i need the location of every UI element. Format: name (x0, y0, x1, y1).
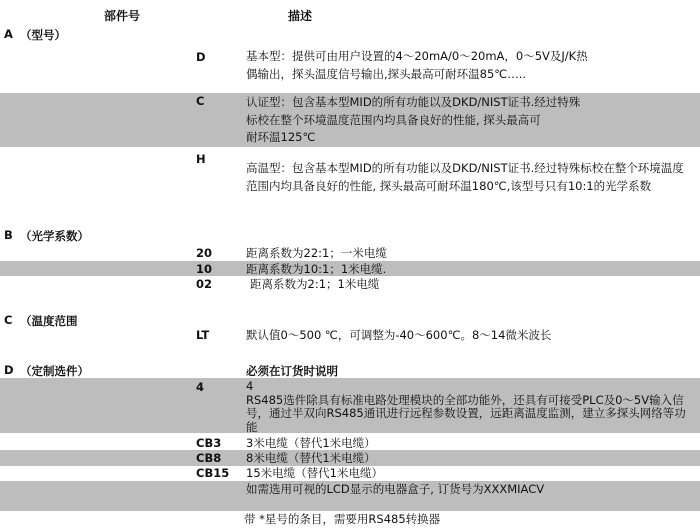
cable-code-cb15: CB15 (196, 466, 230, 480)
model-code-c: C (196, 94, 205, 108)
cable-desc-cb3: 3米电缆（替代1米电缆） (246, 436, 376, 450)
section-a-letter: A (4, 27, 13, 41)
section-b-title: （光学系数） (20, 229, 89, 243)
optics-desc-02: 距离系数为2:1；1米电缆 (250, 277, 380, 291)
optics-code-20: 20 (196, 246, 213, 260)
footnote-rs485: 带 *星号的条目，需要用RS485转换器 (244, 512, 441, 526)
model-code-h: H (196, 152, 206, 166)
cable-desc-cb8: 8米电缆（替代1米电缆） (246, 451, 376, 465)
option-desc-4: 4 RS485选件除具有标准电路处理模块的全部功能外，还具有可接受PLC及0～5V输入信 号，通过半双向RS485通讯进行远程参数设置，远距离温度监测，建立多探头网络等功 能 (246, 380, 686, 433)
optics-desc-10: 距离系数为10:1；1米电缆. (246, 262, 387, 276)
section-d-title: （定制选件） (20, 364, 89, 378)
section-d-letter: D (4, 363, 14, 377)
cable-desc-cb15: 15米电缆（替代1米电缆） (246, 466, 383, 480)
optics-desc-20: 距离系数为22:1；一米电缆 (246, 246, 387, 260)
temp-desc-lt: 默认值0～500 ℃，可调整为-40～600℃。8～14微米波长 (246, 328, 552, 342)
optics-code-10: 10 (196, 262, 213, 276)
section-a-title: （型号） (20, 28, 66, 42)
header-part-number: 部件号 (104, 9, 141, 23)
header-description: 描述 (288, 9, 313, 23)
model-code-d: D (196, 50, 206, 64)
cable-code-cb8: CB8 (196, 451, 222, 465)
option-code-4: 4 (196, 380, 205, 394)
temp-code-lt: LT (196, 328, 210, 342)
model-desc-c: 认证型：包含基本型MID的所有功能以及DKD/NIST证书.经过特殊 标校在整个环境温度范围内均具备良好的性能, 探头最高可 耐环温125℃ (246, 95, 581, 144)
model-desc-d: 基本型：提供可由用户设置的4～20mA/0～20mA，0～5V及J/K热 偶输出，探头温度信号输出,探头最高可耐环温85℃….. (246, 49, 588, 81)
section-b-letter: B (4, 228, 13, 242)
section-c-title: （温度范围 (20, 314, 78, 328)
optics-code-02: 02 (196, 277, 213, 291)
cable-code-cb3: CB3 (196, 436, 222, 450)
model-desc-h: 高温型：包含基本型MID的所有功能以及DKD/NIST证书.经过特殊标校在整个环境温度 范围内均具备良好的性能, 探头最高可耐环温180℃,该型号只有10:1的光学系数 (246, 161, 684, 193)
custom-order-note: 必须在订货时说明 (246, 364, 338, 378)
section-c-letter: C (4, 313, 13, 327)
lcd-order-note: 如需选用可视的LCD显示的电器盒子, 订货号为XXXMIACV (246, 482, 545, 496)
